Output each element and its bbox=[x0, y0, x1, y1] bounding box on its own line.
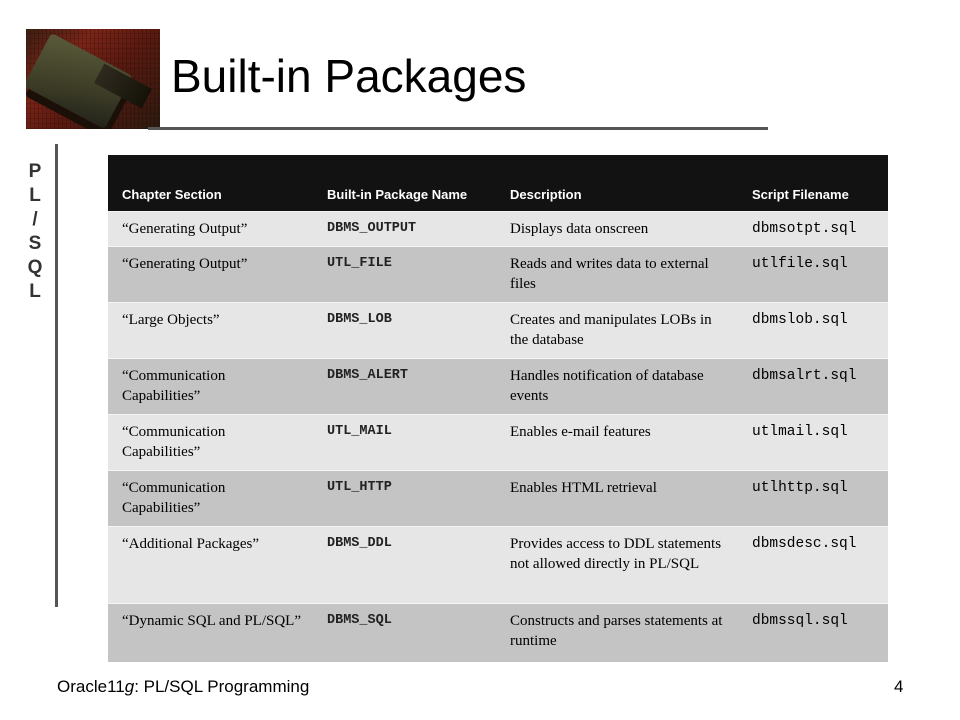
book-logo-image bbox=[26, 29, 160, 129]
cell-description: Displays data onscreen bbox=[496, 211, 738, 246]
side-letter: L bbox=[29, 281, 41, 302]
side-letter: S bbox=[28, 233, 42, 254]
cell-package-name: UTL_HTTP bbox=[313, 470, 496, 526]
title-underline bbox=[148, 127, 768, 130]
table-row bbox=[108, 211, 888, 246]
cell-description: Reads and writes data to external files bbox=[496, 246, 738, 302]
packages-table-container bbox=[108, 155, 888, 662]
table-row bbox=[108, 414, 888, 470]
table-row bbox=[108, 603, 888, 662]
side-letter: Q bbox=[27, 257, 43, 278]
footer-product-suffix: g bbox=[124, 677, 135, 696]
cell-chapter-section: “Dynamic SQL and PL/SQL” bbox=[108, 603, 313, 662]
slide-title: Built-in Packages bbox=[171, 50, 527, 102]
table-row bbox=[108, 470, 888, 526]
cell-description: Provides access to DDL statements not allowed directly in PL/SQL bbox=[496, 526, 738, 603]
cell-package-name: UTL_MAIL bbox=[313, 414, 496, 470]
cell-chapter-section: “Additional Packages” bbox=[108, 526, 313, 603]
cell-description: Enables e-mail features bbox=[496, 414, 738, 470]
table-row bbox=[108, 302, 888, 358]
cell-script-filename: utlhttp.sql bbox=[738, 470, 888, 526]
side-letter: P bbox=[28, 161, 42, 182]
side-letter: L bbox=[29, 185, 41, 206]
table-row bbox=[108, 358, 888, 414]
side-divider bbox=[55, 144, 58, 607]
cell-package-name: DBMS_OUTPUT bbox=[313, 211, 496, 246]
cell-package-name: DBMS_DDL bbox=[313, 526, 496, 603]
cell-chapter-section: “Communication Capabilities” bbox=[108, 358, 313, 414]
cell-script-filename: dbmsotpt.sql bbox=[738, 211, 888, 246]
header-chapter-section: Chapter Section bbox=[122, 186, 222, 202]
cell-chapter-section: “Generating Output” bbox=[108, 211, 313, 246]
table-row bbox=[108, 526, 888, 603]
cell-script-filename: dbmssql.sql bbox=[738, 603, 888, 662]
cell-description: Enables HTML retrieval bbox=[496, 470, 738, 526]
header-script-filename: Script Filename bbox=[752, 186, 849, 202]
cell-package-name: UTL_FILE bbox=[313, 246, 496, 302]
cell-description: Creates and manipulates LOBs in the database bbox=[496, 302, 738, 358]
header-package-name: Built-in Package Name bbox=[327, 186, 468, 202]
table-row bbox=[108, 246, 888, 302]
cell-script-filename: dbmsalrt.sql bbox=[738, 358, 888, 414]
cell-description: Constructs and parses statements at runtime bbox=[496, 603, 738, 662]
footer-product: Oracle11 bbox=[57, 677, 125, 696]
cell-script-filename: utlmail.sql bbox=[738, 414, 888, 470]
footer-course: : PL/SQL Programming bbox=[134, 677, 310, 696]
cell-package-name: DBMS_LOB bbox=[313, 302, 496, 358]
side-letter: / bbox=[32, 209, 38, 230]
cell-chapter-section: “Large Objects” bbox=[108, 302, 313, 358]
cell-script-filename: utlfile.sql bbox=[738, 246, 888, 302]
cell-script-filename: dbmsdesc.sql bbox=[738, 526, 888, 603]
side-label-plsql bbox=[24, 160, 46, 304]
cell-package-name: DBMS_ALERT bbox=[313, 358, 496, 414]
page-number: 4 bbox=[894, 677, 904, 696]
cell-chapter-section: “Generating Output” bbox=[108, 246, 313, 302]
cell-chapter-section: “Communication Capabilities” bbox=[108, 470, 313, 526]
table-header-row bbox=[108, 155, 888, 211]
packages-table bbox=[108, 155, 888, 662]
cell-chapter-section: “Communication Capabilities” bbox=[108, 414, 313, 470]
footer-course-title bbox=[57, 677, 309, 697]
cell-package-name: DBMS_SQL bbox=[313, 603, 496, 662]
cell-script-filename: dbmslob.sql bbox=[738, 302, 888, 358]
header-description: Description bbox=[510, 186, 582, 202]
cell-description: Handles notification of database events bbox=[496, 358, 738, 414]
